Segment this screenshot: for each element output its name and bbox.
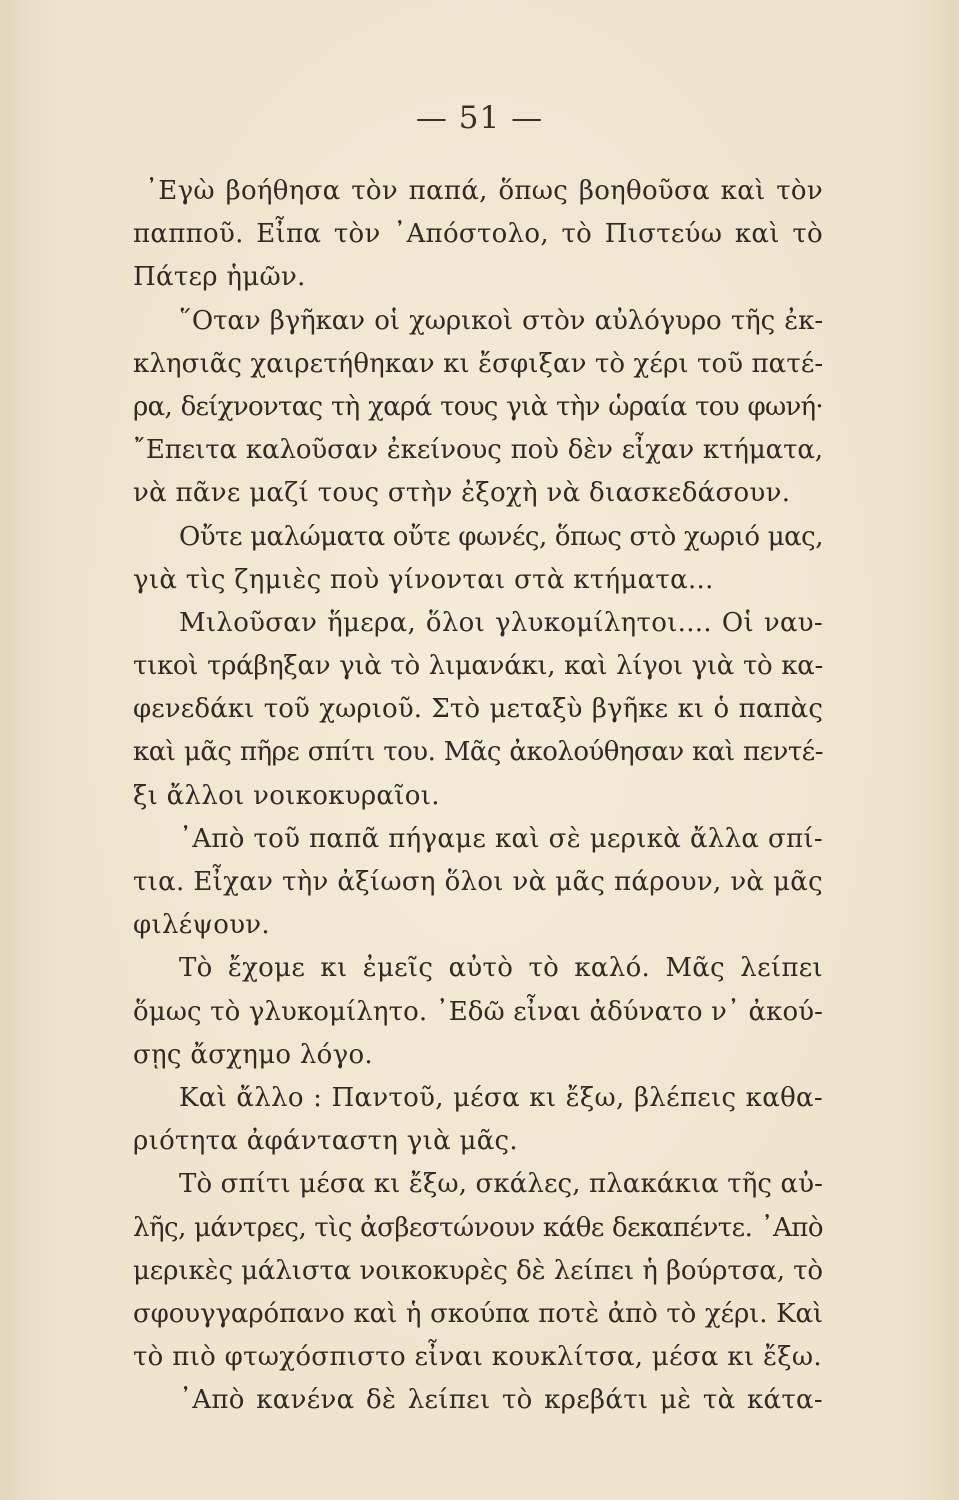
text-line: ᾿Εγὼ βοήθησα τὸν παπά, ὅπως βοηθοῦσα καὶ τὸν [145, 176, 823, 206]
text-line: σῃς ἄσχημο λόγο. [133, 1039, 373, 1070]
text-line: ᾿Απὸ τοῦ παπᾶ πήγαμε καὶ σὲ μερικὰ ἄλλα σπί- [179, 823, 823, 854]
text-line: ρα, δείχνοντας τὴ χαρά τους γιὰ τὴν ὡραία του φωνή· [133, 391, 823, 422]
text-line: Πάτερ ἡμῶν. [133, 262, 306, 293]
text-line: σφουγγαρόπανο καὶ ἡ σκούπα ποτὲ ἀπὸ τὸ χέρι. Καὶ [133, 1298, 823, 1329]
text-line: τὸ πιὸ φτωχόσπιστο εἶναι κουκλίτσα, μέσα κι ἔξω. [133, 1342, 822, 1373]
text-line: παπποῦ. Εἶπα τὸν ᾿Απόστολο, τὸ Πιστεύω καὶ τὸ [133, 219, 823, 250]
text-line: ᾿Απὸ κανένα δὲ λείπει τὸ κρεβάτι μὲ τὰ κάτα- [179, 1385, 823, 1416]
text-line: ὅμως τὸ γλυκομίλητο. ᾿Εδῶ εἶναι ἀδύνατο ν᾿ ἀκού- [133, 996, 823, 1027]
body-text [133, 170, 823, 1422]
text-line: Οὔτε μαλώματα οὔτε φωνές, ὅπως στὸ χωριό μας, [179, 521, 823, 552]
text-line: γιὰ τὶς ζημιὲς ποὺ γίνονται στὰ κτήματα... [133, 564, 714, 595]
text-line: μερικὲς μάλιστα νοικοκυρὲς δὲ λείπει ἡ βούρτσα, τὸ [133, 1255, 823, 1286]
text-line: φενεδάκι τοῦ χωριοῦ. Στὸ μεταξὺ βγῆκε κι ὁ παπὰς [133, 694, 823, 725]
text-line: ριότητα ἀφάνταστη γιὰ μᾶς. [133, 1126, 518, 1157]
text-line: νὰ πᾶνε μαζί τους στὴν ἐξοχὴ νὰ διασκεδάσουν. [133, 478, 791, 509]
text-line: Τὸ ἔχομε κι ἐμεῖς αὐτὸ τὸ καλό. Μᾶς λείπει [179, 953, 823, 984]
text-line: καὶ μᾶς πῆρε σπίτι του. Μᾶς ἀκολούθησαν καὶ πεντέ- [133, 737, 823, 768]
text-line: κλησιᾶς χαιρετήθηκαν κι ἔσφιξαν τὸ χέρι τοῦ πατέ- [133, 348, 824, 379]
text-line: Μιλοῦσαν ἥμερα, ὅλοι γλυκομίλητοι.... Οἱ ναυ- [179, 607, 823, 638]
text-line: ῎Επειτα καλοῦσαν ἐκείνους ποὺ δὲν εἶχαν κτήματα, [133, 435, 823, 466]
text-line: λῆς, μάντρες, τὶς ἀσβεστώνουν κάθε δεκαπέντε. ᾿Απὸ [133, 1212, 823, 1243]
text-line: φιλέψουν. [133, 910, 270, 941]
page-number: — 51 — [415, 100, 544, 136]
text-line: Καὶ ἄλλο : Παντοῦ, μέσα κι ἔξω, βλέπεις καθα- [179, 1082, 823, 1113]
text-line: τικοὶ τράβηξαν γιὰ τὸ λιμανάκι, καὶ λίγοι γιὰ τὸ κα- [133, 651, 823, 682]
text-line: Τὸ σπίτι μέσα κι ἔξω, σκάλες, πλακάκια τῆς αὐ- [179, 1169, 823, 1200]
text-line: ξι ἄλλοι νοικοκυραῖοι. [133, 780, 440, 811]
text-line: ῞Οταν βγῆκαν οἱ χωρικοὶ στὸν αὐλόγυρο τῆς ἐκ- [179, 305, 823, 336]
text-line: τια. Εἶχαν τὴν ἀξίωση ὅλοι νὰ μᾶς πάρουν, νὰ μᾶς [133, 867, 823, 897]
